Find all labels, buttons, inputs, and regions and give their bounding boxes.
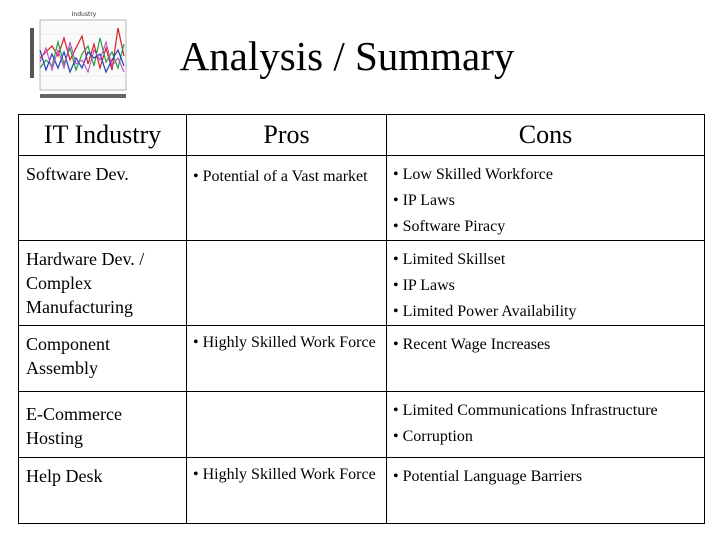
column-header-industry: IT Industry [19, 115, 187, 156]
summary-table [18, 114, 705, 524]
cons-item: • IP Laws [393, 277, 455, 294]
page-title: Analysis / Summary [179, 33, 515, 79]
cons-item: • Potential Language Barriers [393, 468, 583, 485]
cons-item: • Low Skilled Workforce [393, 166, 553, 183]
cons-cell [387, 458, 705, 524]
cons-cell [387, 156, 705, 241]
cons-item: • Recent Wage Increases [393, 336, 551, 353]
pros-cell: • Highly Skilled Work Force [187, 458, 387, 524]
industry-cell: Software Dev. [19, 156, 187, 241]
industry-cell: Hardware Dev. / Complex Manufacturing [19, 241, 187, 326]
pros-cell [187, 241, 387, 326]
table-row [19, 241, 705, 326]
table-row [19, 458, 705, 524]
table-row [19, 156, 705, 241]
table-header-row [19, 115, 705, 156]
cons-cell [387, 326, 705, 392]
cons-item: • Software Piracy [393, 218, 506, 235]
table-row [19, 392, 705, 458]
table-row [19, 326, 705, 392]
cons-item: • Limited Power Availability [393, 303, 577, 320]
cons-cell [387, 392, 705, 458]
cons-item: • Corruption [393, 428, 473, 445]
industry-cell: E-Commerce Hosting [19, 392, 187, 458]
industry-cell: Help Desk [19, 458, 187, 524]
cons-item: • IP Laws [393, 192, 455, 209]
thumbnail-caption: Industry [71, 11, 97, 18]
pros-cell: • Highly Skilled Work Force [187, 326, 387, 392]
pros-cell: • Potential of a Vast market [187, 156, 387, 241]
cons-item: • Limited Skillset [393, 251, 506, 268]
industry-cell: Component Assembly [19, 326, 187, 392]
column-header-cons: Cons [387, 115, 705, 156]
cons-item: • Limited Communications Infrastructure [393, 402, 658, 419]
pros-cell [187, 392, 387, 458]
cons-cell [387, 241, 705, 326]
column-header-pros: Pros [187, 115, 387, 156]
